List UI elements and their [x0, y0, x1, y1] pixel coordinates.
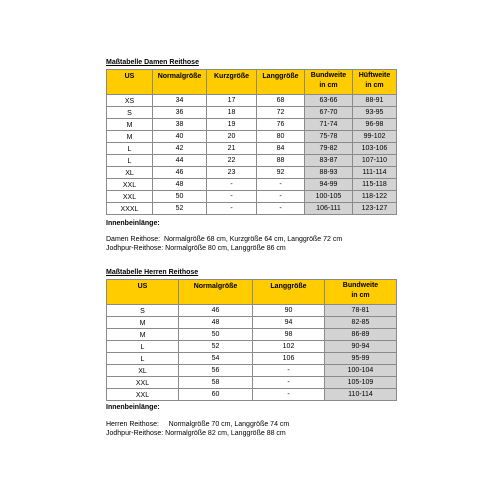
size-label-cell: M [107, 119, 153, 131]
table-cell: 82-85 [325, 317, 397, 329]
men-table-title: Maßtabelle Herren Reithose [106, 269, 199, 276]
women-table-title: Maßtabelle Damen Reithose [106, 59, 199, 66]
table-row [107, 353, 397, 365]
table-cell: 58 [179, 377, 253, 389]
table-cell: 80 [257, 131, 305, 143]
header-waist-label: Bundweite [310, 72, 347, 79]
men-header-us: US [107, 280, 179, 305]
table-row [107, 143, 397, 155]
table-cell: 102 [253, 341, 325, 353]
table-cell: 44 [153, 155, 207, 167]
header-normal-size: Normalgröße [153, 70, 207, 95]
table-cell: - [207, 179, 257, 191]
table-cell: 98 [253, 329, 325, 341]
table-row [107, 131, 397, 143]
table-cell: 111-114 [353, 167, 397, 179]
table-cell: 40 [153, 131, 207, 143]
table-row [107, 155, 397, 167]
table-cell: 71-74 [305, 119, 353, 131]
size-label-cell: XL [107, 167, 153, 179]
table-cell: 83-87 [305, 155, 353, 167]
size-label-cell: XL [107, 365, 179, 377]
men-inseam-line-1: Herren Reithose: Normalgröße 70 cm, Langgröße 74 cm [106, 421, 290, 428]
size-label-cell: M [107, 131, 153, 143]
size-label-cell: M [107, 317, 179, 329]
size-label-cell: L [107, 143, 153, 155]
table-cell: 52 [153, 203, 207, 215]
size-label-cell: S [107, 107, 153, 119]
table-row [107, 119, 397, 131]
table-cell: 99-102 [353, 131, 397, 143]
table-cell: 100-105 [305, 191, 353, 203]
table-cell: - [207, 191, 257, 203]
table-cell: 106 [253, 353, 325, 365]
header-hip [353, 70, 397, 95]
table-cell: 63-66 [305, 95, 353, 107]
table-cell: 46 [179, 305, 253, 317]
table-cell: 17 [207, 95, 257, 107]
table-row [107, 329, 397, 341]
size-label-cell: S [107, 305, 179, 317]
size-label-cell: L [107, 341, 179, 353]
table-cell: 94-99 [305, 179, 353, 191]
men-header-waist [325, 280, 397, 305]
table-row [107, 167, 397, 179]
table-cell: - [253, 377, 325, 389]
table-cell: 79-82 [305, 143, 353, 155]
table-cell: 34 [153, 95, 207, 107]
header-waist [305, 70, 353, 95]
header-hip-unit: in cm [365, 82, 384, 89]
table-cell: 21 [207, 143, 257, 155]
table-row [107, 365, 397, 377]
women-inseam-line-2: Jodhpur-Reithose: Normalgröße 80 cm, Langgröße 86 cm [106, 245, 286, 252]
men-size-table [106, 279, 397, 401]
table-cell: 95-99 [325, 353, 397, 365]
table-row [107, 377, 397, 389]
table-cell: 50 [153, 191, 207, 203]
men-header-normal-size: Normalgröße [179, 280, 253, 305]
table-cell: 36 [153, 107, 207, 119]
header-us: US [107, 70, 153, 95]
table-cell: - [207, 203, 257, 215]
size-label-cell: XXL [107, 179, 153, 191]
men-header-waist-unit: in cm [351, 292, 370, 299]
table-cell: 23 [207, 167, 257, 179]
men-header-long-size: Langgröße [253, 280, 325, 305]
table-cell: 103-106 [353, 143, 397, 155]
table-row [107, 191, 397, 203]
table-cell: - [257, 179, 305, 191]
size-label-cell: L [107, 353, 179, 365]
men-header-waist-label: Bundweite [342, 282, 379, 289]
table-cell: 88-93 [305, 167, 353, 179]
header-hip-label: Hüftweite [358, 72, 391, 79]
size-label-cell: XXL [107, 389, 179, 401]
women-inseam-title: Innenbeinlänge: [106, 220, 160, 227]
table-cell: 48 [179, 317, 253, 329]
table-cell: 42 [153, 143, 207, 155]
table-cell: 68 [257, 95, 305, 107]
table-cell: 19 [207, 119, 257, 131]
table-cell: 90 [253, 305, 325, 317]
table-cell: 67-70 [305, 107, 353, 119]
size-label-cell: XXXL [107, 203, 153, 215]
table-cell: 54 [179, 353, 253, 365]
table-cell: 72 [257, 107, 305, 119]
table-row [107, 203, 397, 215]
table-row [107, 179, 397, 191]
men-inseam-line-2: Jodhpur-Reithose: Normalgröße 82 cm, Langgröße 88 cm [106, 430, 286, 437]
table-cell: 48 [153, 179, 207, 191]
table-cell: 22 [207, 155, 257, 167]
table-row [107, 389, 397, 401]
size-label-cell: XS [107, 95, 153, 107]
table-row [107, 341, 397, 353]
women-inseam-line-1: Damen Reithose: Normalgröße 68 cm, Kurzgröße 64 cm, Langgröße 72 cm [106, 236, 343, 243]
size-label-cell: XXL [107, 377, 179, 389]
table-cell: 100-104 [325, 365, 397, 377]
men-inseam-title: Innenbeinlänge: [106, 404, 160, 411]
table-cell: 118-122 [353, 191, 397, 203]
table-row [107, 305, 397, 317]
size-label-cell: M [107, 329, 179, 341]
table-cell: - [253, 389, 325, 401]
table-row [107, 95, 397, 107]
header-long-size: Langgröße [257, 70, 305, 95]
table-cell: 18 [207, 107, 257, 119]
table-cell: 60 [179, 389, 253, 401]
table-cell: 96-98 [353, 119, 397, 131]
table-cell: 94 [253, 317, 325, 329]
size-label-cell: L [107, 155, 153, 167]
table-cell: 115-118 [353, 179, 397, 191]
table-row [107, 317, 397, 329]
table-cell: 110-114 [325, 389, 397, 401]
table-cell: 75-78 [305, 131, 353, 143]
table-cell: - [257, 203, 305, 215]
table-cell: 88 [257, 155, 305, 167]
size-label-cell: XXL [107, 191, 153, 203]
table-cell: 76 [257, 119, 305, 131]
header-waist-unit: in cm [319, 82, 338, 89]
table-cell: 92 [257, 167, 305, 179]
table-cell: 123-127 [353, 203, 397, 215]
header-short-size: Kurzgröße [207, 70, 257, 95]
table-row [107, 107, 397, 119]
table-cell: 90-94 [325, 341, 397, 353]
table-cell: 78-81 [325, 305, 397, 317]
table-cell: 20 [207, 131, 257, 143]
table-cell: 105-109 [325, 377, 397, 389]
table-cell: 106-111 [305, 203, 353, 215]
table-cell: 84 [257, 143, 305, 155]
table-cell: - [257, 191, 305, 203]
table-cell: 46 [153, 167, 207, 179]
table-cell: 88-91 [353, 95, 397, 107]
table-cell: 107-110 [353, 155, 397, 167]
table-cell: 56 [179, 365, 253, 377]
table-cell: - [253, 365, 325, 377]
table-cell: 86-89 [325, 329, 397, 341]
women-size-table [106, 69, 397, 215]
table-cell: 52 [179, 341, 253, 353]
table-cell: 93-95 [353, 107, 397, 119]
table-cell: 50 [179, 329, 253, 341]
table-cell: 38 [153, 119, 207, 131]
